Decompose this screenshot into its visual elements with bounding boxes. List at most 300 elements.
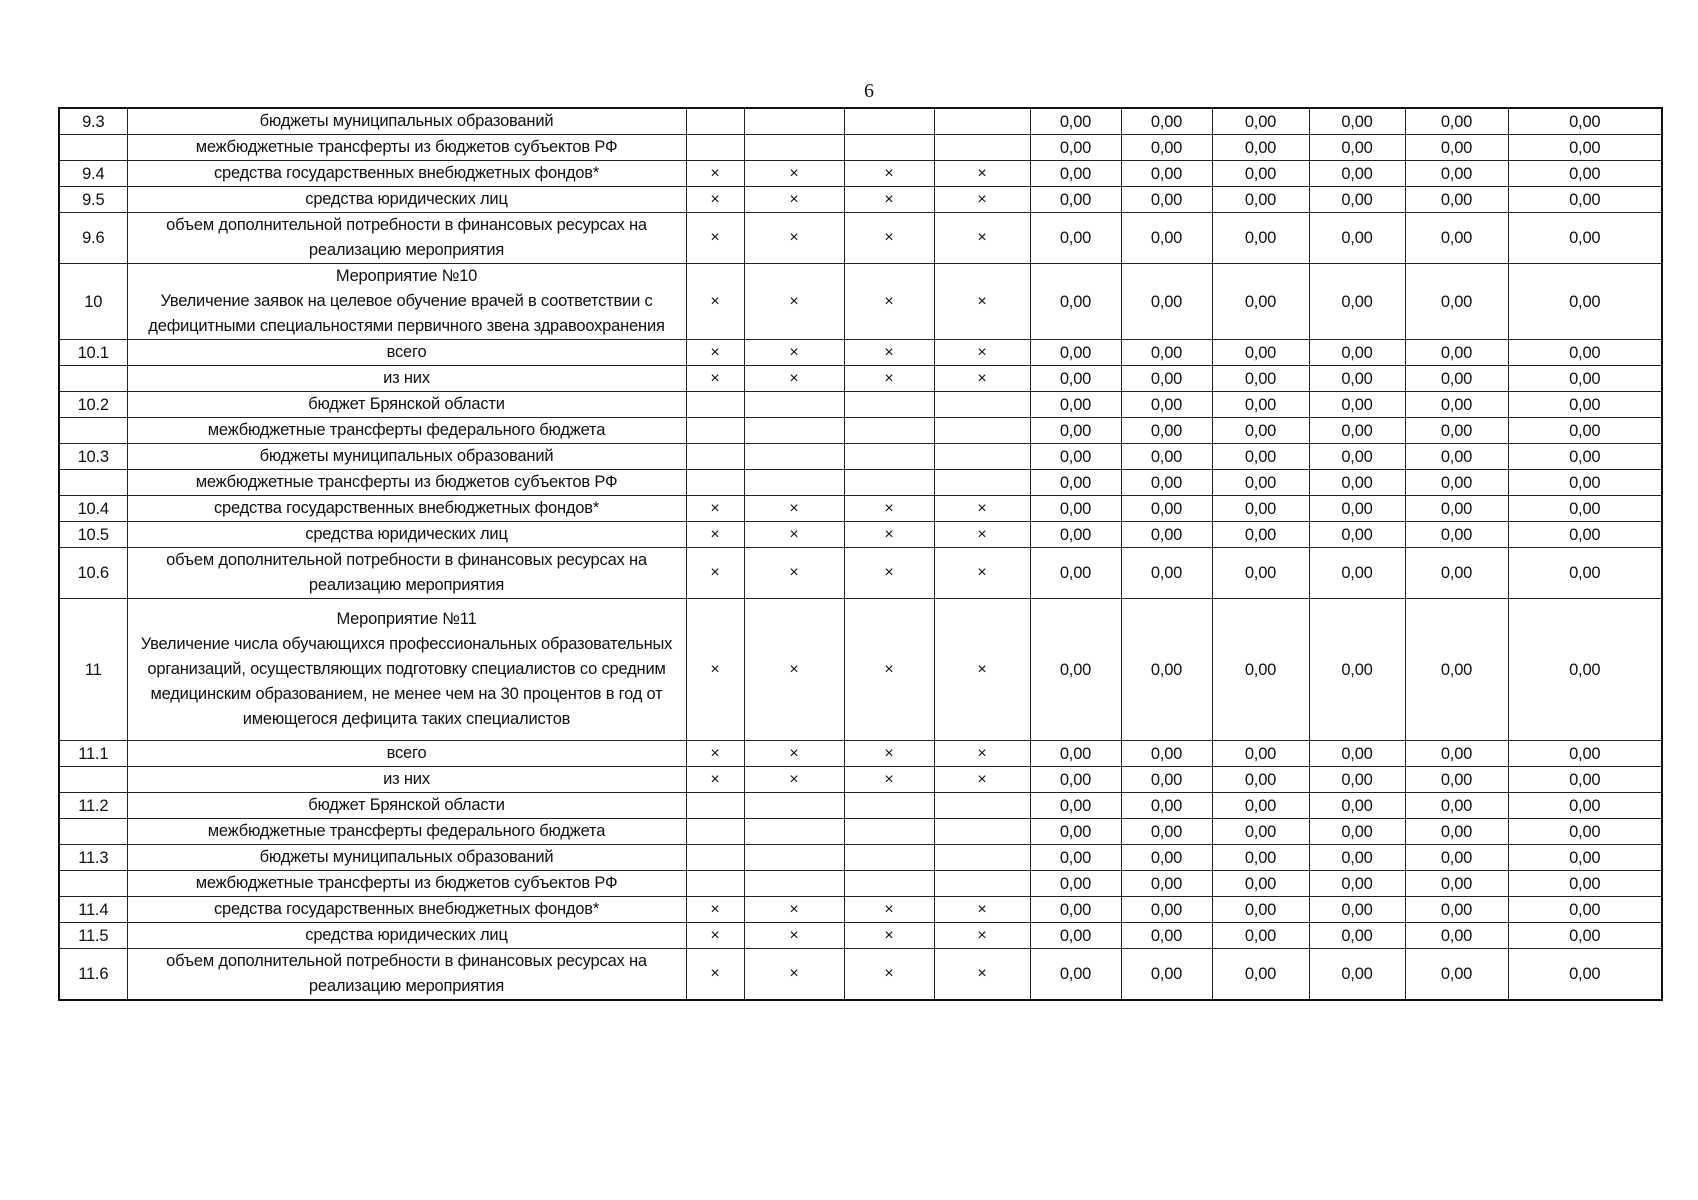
value-cell: 0,00 xyxy=(1309,845,1405,871)
mark-cell: × xyxy=(934,767,1030,793)
mark-cell: × xyxy=(686,923,744,949)
row-description xyxy=(127,187,686,213)
mark-cell xyxy=(844,418,934,444)
description-line: объем дополнительной потребности в финансовых ресурсах на реализацию мероприятия xyxy=(166,551,647,594)
mark-cell xyxy=(934,418,1030,444)
value-cell: 0,00 xyxy=(1212,923,1309,949)
mark-cell: × xyxy=(934,496,1030,522)
description-line: средства юридических лиц xyxy=(305,190,508,208)
value-cell: 0,00 xyxy=(1405,923,1508,949)
value-cell: 0,00 xyxy=(1508,819,1662,845)
table-row xyxy=(59,161,1662,187)
value-cell: 0,00 xyxy=(1405,949,1508,1001)
mark-cell xyxy=(844,392,934,418)
mark-cell xyxy=(686,392,744,418)
row-description xyxy=(127,264,686,340)
value-cell: 0,00 xyxy=(1030,599,1121,741)
mark-cell xyxy=(686,819,744,845)
value-cell: 0,00 xyxy=(1309,871,1405,897)
value-cell: 0,00 xyxy=(1508,366,1662,392)
value-cell: 0,00 xyxy=(1309,897,1405,923)
mark-cell: × xyxy=(934,264,1030,340)
mark-cell: × xyxy=(686,599,744,741)
value-cell: 0,00 xyxy=(1121,392,1212,418)
value-cell: 0,00 xyxy=(1508,470,1662,496)
value-cell: 0,00 xyxy=(1508,496,1662,522)
value-cell: 0,00 xyxy=(1030,366,1121,392)
value-cell: 0,00 xyxy=(1405,470,1508,496)
value-cell: 0,00 xyxy=(1030,135,1121,161)
value-cell: 0,00 xyxy=(1508,871,1662,897)
row-description xyxy=(127,741,686,767)
mark-cell xyxy=(844,444,934,470)
mark-cell: × xyxy=(844,548,934,599)
mark-cell: × xyxy=(934,522,1030,548)
mark-cell xyxy=(686,793,744,819)
mark-cell: × xyxy=(934,599,1030,741)
mark-cell: × xyxy=(934,340,1030,366)
description-line: бюджеты муниципальных образований xyxy=(259,112,554,130)
mark-cell xyxy=(744,444,844,470)
value-cell: 0,00 xyxy=(1309,923,1405,949)
description-line: средства государственных внебюджетных фондов* xyxy=(213,164,600,182)
value-cell: 0,00 xyxy=(1405,741,1508,767)
table-row xyxy=(59,741,1662,767)
mark-cell xyxy=(744,871,844,897)
value-cell: 0,00 xyxy=(1309,418,1405,444)
value-cell: 0,00 xyxy=(1309,741,1405,767)
row-number: 10.4 xyxy=(59,496,127,522)
value-cell: 0,00 xyxy=(1508,418,1662,444)
description-line: из них xyxy=(383,770,430,788)
value-cell: 0,00 xyxy=(1121,897,1212,923)
mark-cell xyxy=(744,793,844,819)
value-cell: 0,00 xyxy=(1508,340,1662,366)
mark-cell xyxy=(934,871,1030,897)
value-cell: 0,00 xyxy=(1030,819,1121,845)
value-cell: 0,00 xyxy=(1405,187,1508,213)
row-number: 10.3 xyxy=(59,444,127,470)
value-cell: 0,00 xyxy=(1121,444,1212,470)
mark-cell: × xyxy=(934,213,1030,264)
value-cell: 0,00 xyxy=(1212,108,1309,135)
row-number xyxy=(59,819,127,845)
table-row xyxy=(59,548,1662,599)
value-cell: 0,00 xyxy=(1030,845,1121,871)
mark-cell: × xyxy=(934,161,1030,187)
value-cell: 0,00 xyxy=(1309,522,1405,548)
mark-cell: × xyxy=(844,496,934,522)
value-cell: 0,00 xyxy=(1212,187,1309,213)
value-cell: 0,00 xyxy=(1508,161,1662,187)
mark-cell xyxy=(744,470,844,496)
value-cell: 0,00 xyxy=(1212,599,1309,741)
value-cell: 0,00 xyxy=(1212,793,1309,819)
description-line: Мероприятие №10 xyxy=(335,267,478,285)
row-number: 11.1 xyxy=(59,741,127,767)
row-description xyxy=(127,496,686,522)
value-cell: 0,00 xyxy=(1309,599,1405,741)
value-cell: 0,00 xyxy=(1508,548,1662,599)
description-line: объем дополнительной потребности в финансовых ресурсах на реализацию мероприятия xyxy=(166,952,647,995)
mark-cell xyxy=(934,470,1030,496)
mark-cell xyxy=(934,845,1030,871)
mark-cell xyxy=(934,135,1030,161)
description-line: Увеличение заявок на целевое обучение врачей в соответствии с дефицитными специальностями первичного звена здравоохранения xyxy=(148,292,665,335)
value-cell: 0,00 xyxy=(1405,871,1508,897)
row-description xyxy=(127,548,686,599)
table-row xyxy=(59,522,1662,548)
value-cell: 0,00 xyxy=(1405,161,1508,187)
value-cell: 0,00 xyxy=(1030,340,1121,366)
value-cell: 0,00 xyxy=(1405,135,1508,161)
table-row xyxy=(59,418,1662,444)
row-number: 11 xyxy=(59,599,127,741)
value-cell: 0,00 xyxy=(1309,767,1405,793)
mark-cell: × xyxy=(844,522,934,548)
value-cell: 0,00 xyxy=(1212,264,1309,340)
description-line: бюджет Брянской области xyxy=(308,395,505,413)
description-line: межбюджетные трансферты из бюджетов субъектов РФ xyxy=(195,473,618,491)
value-cell: 0,00 xyxy=(1508,767,1662,793)
mark-cell: × xyxy=(934,949,1030,1001)
table-row xyxy=(59,599,1662,741)
mark-cell: × xyxy=(744,767,844,793)
row-description xyxy=(127,819,686,845)
row-description xyxy=(127,522,686,548)
value-cell: 0,00 xyxy=(1405,418,1508,444)
table-row xyxy=(59,108,1662,135)
value-cell: 0,00 xyxy=(1212,819,1309,845)
mark-cell: × xyxy=(844,599,934,741)
row-description xyxy=(127,871,686,897)
value-cell: 0,00 xyxy=(1030,496,1121,522)
value-cell: 0,00 xyxy=(1309,548,1405,599)
mark-cell: × xyxy=(934,923,1030,949)
mark-cell: × xyxy=(744,366,844,392)
table-row xyxy=(59,264,1662,340)
table-row xyxy=(59,340,1662,366)
row-description xyxy=(127,161,686,187)
value-cell: 0,00 xyxy=(1212,161,1309,187)
mark-cell: × xyxy=(844,767,934,793)
table-row xyxy=(59,793,1662,819)
mark-cell: × xyxy=(934,366,1030,392)
value-cell: 0,00 xyxy=(1405,108,1508,135)
value-cell: 0,00 xyxy=(1030,522,1121,548)
value-cell: 0,00 xyxy=(1030,470,1121,496)
description-line: средства юридических лиц xyxy=(305,926,508,944)
mark-cell xyxy=(686,871,744,897)
value-cell: 0,00 xyxy=(1508,213,1662,264)
value-cell: 0,00 xyxy=(1121,264,1212,340)
mark-cell xyxy=(686,108,744,135)
value-cell: 0,00 xyxy=(1309,340,1405,366)
value-cell: 0,00 xyxy=(1212,135,1309,161)
mark-cell xyxy=(934,793,1030,819)
mark-cell: × xyxy=(744,923,844,949)
row-description xyxy=(127,470,686,496)
mark-cell: × xyxy=(844,366,934,392)
value-cell: 0,00 xyxy=(1405,340,1508,366)
value-cell: 0,00 xyxy=(1121,949,1212,1001)
description-line: всего xyxy=(386,343,427,361)
row-number xyxy=(59,871,127,897)
table-row xyxy=(59,897,1662,923)
table-row xyxy=(59,470,1662,496)
table-row xyxy=(59,392,1662,418)
mark-cell: × xyxy=(686,161,744,187)
row-number: 11.5 xyxy=(59,923,127,949)
value-cell: 0,00 xyxy=(1405,366,1508,392)
row-number: 10.6 xyxy=(59,548,127,599)
mark-cell: × xyxy=(844,187,934,213)
row-description xyxy=(127,599,686,741)
value-cell: 0,00 xyxy=(1508,135,1662,161)
mark-cell xyxy=(686,470,744,496)
mark-cell: × xyxy=(744,213,844,264)
row-number: 11.3 xyxy=(59,845,127,871)
row-description xyxy=(127,418,686,444)
mark-cell xyxy=(686,135,744,161)
mark-cell: × xyxy=(686,496,744,522)
value-cell: 0,00 xyxy=(1212,522,1309,548)
mark-cell: × xyxy=(744,548,844,599)
value-cell: 0,00 xyxy=(1121,923,1212,949)
value-cell: 0,00 xyxy=(1508,793,1662,819)
mark-cell xyxy=(934,819,1030,845)
value-cell: 0,00 xyxy=(1508,522,1662,548)
row-number: 10.1 xyxy=(59,340,127,366)
row-number xyxy=(59,135,127,161)
table-row xyxy=(59,213,1662,264)
value-cell: 0,00 xyxy=(1405,767,1508,793)
value-cell: 0,00 xyxy=(1212,366,1309,392)
table-row xyxy=(59,923,1662,949)
value-cell: 0,00 xyxy=(1508,264,1662,340)
mark-cell: × xyxy=(744,949,844,1001)
row-number: 10.5 xyxy=(59,522,127,548)
value-cell: 0,00 xyxy=(1508,187,1662,213)
value-cell: 0,00 xyxy=(1121,496,1212,522)
value-cell: 0,00 xyxy=(1309,496,1405,522)
mark-cell: × xyxy=(844,923,934,949)
value-cell: 0,00 xyxy=(1212,949,1309,1001)
mark-cell: × xyxy=(686,264,744,340)
mark-cell xyxy=(744,392,844,418)
value-cell: 0,00 xyxy=(1508,897,1662,923)
mark-cell: × xyxy=(744,599,844,741)
table-row xyxy=(59,135,1662,161)
row-number: 11.2 xyxy=(59,793,127,819)
mark-cell: × xyxy=(744,741,844,767)
value-cell: 0,00 xyxy=(1030,264,1121,340)
mark-cell: × xyxy=(934,548,1030,599)
value-cell: 0,00 xyxy=(1121,599,1212,741)
value-cell: 0,00 xyxy=(1309,135,1405,161)
mark-cell xyxy=(744,135,844,161)
mark-cell xyxy=(934,392,1030,418)
value-cell: 0,00 xyxy=(1309,444,1405,470)
value-cell: 0,00 xyxy=(1121,767,1212,793)
value-cell: 0,00 xyxy=(1212,470,1309,496)
mark-cell: × xyxy=(686,949,744,1001)
mark-cell: × xyxy=(744,522,844,548)
value-cell: 0,00 xyxy=(1212,767,1309,793)
value-cell: 0,00 xyxy=(1212,418,1309,444)
mark-cell xyxy=(686,845,744,871)
value-cell: 0,00 xyxy=(1508,845,1662,871)
row-description xyxy=(127,949,686,1001)
row-number: 11.6 xyxy=(59,949,127,1001)
description-line: средства государственных внебюджетных фондов* xyxy=(213,499,600,517)
table-row xyxy=(59,187,1662,213)
value-cell: 0,00 xyxy=(1121,845,1212,871)
value-cell: 0,00 xyxy=(1121,213,1212,264)
value-cell: 0,00 xyxy=(1212,741,1309,767)
value-cell: 0,00 xyxy=(1309,213,1405,264)
table-row xyxy=(59,444,1662,470)
value-cell: 0,00 xyxy=(1030,923,1121,949)
value-cell: 0,00 xyxy=(1121,819,1212,845)
row-number xyxy=(59,366,127,392)
value-cell: 0,00 xyxy=(1212,340,1309,366)
description-line: Увеличение числа обучающихся профессиональных образовательных организаций, осуществляющих подготовку специалистов со средним медицинским образованием, не менее чем на 30 процентов в год от имеющегося дефицита таких специалистов xyxy=(140,635,673,728)
row-description xyxy=(127,845,686,871)
table-body xyxy=(59,108,1662,1000)
mark-cell: × xyxy=(744,264,844,340)
table-row xyxy=(59,949,1662,1001)
mark-cell: × xyxy=(686,340,744,366)
mark-cell: × xyxy=(844,897,934,923)
table-row xyxy=(59,819,1662,845)
value-cell: 0,00 xyxy=(1030,213,1121,264)
value-cell: 0,00 xyxy=(1508,392,1662,418)
value-cell: 0,00 xyxy=(1121,135,1212,161)
description-line: бюджет Брянской области xyxy=(308,796,505,814)
row-number: 9.5 xyxy=(59,187,127,213)
description-line: средства государственных внебюджетных фондов* xyxy=(213,900,600,918)
value-cell: 0,00 xyxy=(1212,444,1309,470)
value-cell: 0,00 xyxy=(1309,187,1405,213)
row-description xyxy=(127,135,686,161)
description-line: межбюджетные трансферты из бюджетов субъектов РФ xyxy=(195,874,618,892)
value-cell: 0,00 xyxy=(1121,522,1212,548)
mark-cell: × xyxy=(844,340,934,366)
value-cell: 0,00 xyxy=(1309,264,1405,340)
value-cell: 0,00 xyxy=(1030,161,1121,187)
mark-cell xyxy=(744,418,844,444)
row-description xyxy=(127,767,686,793)
value-cell: 0,00 xyxy=(1405,548,1508,599)
row-number xyxy=(59,767,127,793)
mark-cell: × xyxy=(744,187,844,213)
value-cell: 0,00 xyxy=(1508,949,1662,1001)
value-cell: 0,00 xyxy=(1309,470,1405,496)
value-cell: 0,00 xyxy=(1405,599,1508,741)
row-description xyxy=(127,897,686,923)
row-number: 9.3 xyxy=(59,108,127,135)
value-cell: 0,00 xyxy=(1030,767,1121,793)
value-cell: 0,00 xyxy=(1405,264,1508,340)
value-cell: 0,00 xyxy=(1030,897,1121,923)
mark-cell xyxy=(844,845,934,871)
value-cell: 0,00 xyxy=(1309,108,1405,135)
value-cell: 0,00 xyxy=(1030,187,1121,213)
value-cell: 0,00 xyxy=(1508,741,1662,767)
value-cell: 0,00 xyxy=(1121,340,1212,366)
row-number: 10 xyxy=(59,264,127,340)
mark-cell xyxy=(844,135,934,161)
mark-cell: × xyxy=(744,161,844,187)
value-cell: 0,00 xyxy=(1030,741,1121,767)
mark-cell: × xyxy=(934,741,1030,767)
mark-cell xyxy=(744,108,844,135)
table-row xyxy=(59,366,1662,392)
mark-cell xyxy=(844,108,934,135)
mark-cell xyxy=(844,793,934,819)
value-cell: 0,00 xyxy=(1212,213,1309,264)
description-line: Мероприятие №11 xyxy=(336,610,477,628)
value-cell: 0,00 xyxy=(1121,418,1212,444)
row-number xyxy=(59,470,127,496)
table-row xyxy=(59,767,1662,793)
description-line: межбюджетные трансферты федерального бюджета xyxy=(207,421,606,439)
row-description xyxy=(127,392,686,418)
table-row xyxy=(59,845,1662,871)
value-cell: 0,00 xyxy=(1121,793,1212,819)
mark-cell: × xyxy=(844,264,934,340)
row-description xyxy=(127,444,686,470)
row-description xyxy=(127,340,686,366)
row-number: 10.2 xyxy=(59,392,127,418)
mark-cell: × xyxy=(686,187,744,213)
value-cell: 0,00 xyxy=(1030,871,1121,897)
value-cell: 0,00 xyxy=(1405,213,1508,264)
value-cell: 0,00 xyxy=(1121,108,1212,135)
mark-cell: × xyxy=(844,213,934,264)
mark-cell: × xyxy=(934,897,1030,923)
mark-cell: × xyxy=(686,213,744,264)
value-cell: 0,00 xyxy=(1405,793,1508,819)
mark-cell: × xyxy=(934,187,1030,213)
mark-cell: × xyxy=(686,548,744,599)
description-line: межбюджетные трансферты федерального бюджета xyxy=(207,822,606,840)
mark-cell xyxy=(934,444,1030,470)
value-cell: 0,00 xyxy=(1212,496,1309,522)
mark-cell: × xyxy=(744,340,844,366)
mark-cell: × xyxy=(844,741,934,767)
mark-cell: × xyxy=(686,897,744,923)
value-cell: 0,00 xyxy=(1508,923,1662,949)
value-cell: 0,00 xyxy=(1508,599,1662,741)
mark-cell xyxy=(686,418,744,444)
table-row xyxy=(59,871,1662,897)
mark-cell xyxy=(744,819,844,845)
value-cell: 0,00 xyxy=(1121,470,1212,496)
value-cell: 0,00 xyxy=(1030,418,1121,444)
value-cell: 0,00 xyxy=(1030,548,1121,599)
row-number: 9.4 xyxy=(59,161,127,187)
mark-cell xyxy=(934,108,1030,135)
mark-cell: × xyxy=(686,522,744,548)
mark-cell xyxy=(744,845,844,871)
description-line: всего xyxy=(386,744,427,762)
value-cell: 0,00 xyxy=(1212,871,1309,897)
description-line: межбюджетные трансферты из бюджетов субъектов РФ xyxy=(195,138,618,156)
value-cell: 0,00 xyxy=(1309,392,1405,418)
value-cell: 0,00 xyxy=(1309,366,1405,392)
